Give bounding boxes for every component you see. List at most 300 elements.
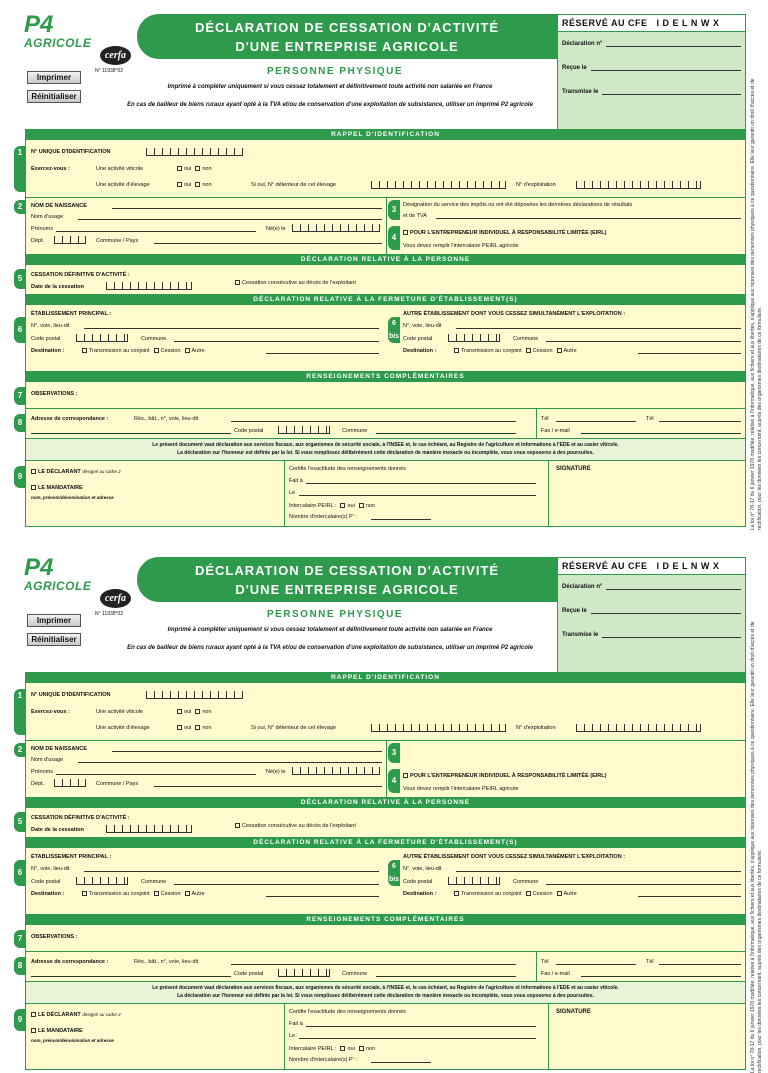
adresse-label: Adresse de correspondance :	[31, 959, 109, 965]
nombre-field[interactable]	[371, 1062, 431, 1063]
cfe-declaration-label: Déclaration n°	[562, 584, 603, 590]
bis-autre-checkbox[interactable]	[557, 891, 562, 896]
bis-cp-label: Code postal	[403, 336, 433, 342]
form-copy-1	[0, 0, 768, 530]
viticole-non-checkbox[interactable]	[195, 166, 200, 171]
logo-p4-text: P4	[24, 554, 54, 581]
bis-cession-checkbox[interactable]	[526, 348, 531, 353]
cfe-recue-row	[558, 56, 745, 80]
cfe-declaration-label: Déclaration n°	[562, 41, 603, 47]
intro-text-2: En cas de bailleur de biens ruraux ayant opté à la TVA et/ou de conservation d'une exploitation de subsistance, utiliser un imprimé P2 agricole	[127, 102, 533, 108]
cfe-recue-label: Reçue le	[562, 608, 587, 614]
cessation-date-input[interactable]	[106, 282, 192, 290]
adresse-label: Adresse de correspondance :	[31, 416, 109, 422]
cfe-transmise-row	[558, 80, 745, 104]
exploitation-label: N° d'exploitation	[516, 182, 556, 188]
nele-input[interactable]	[292, 224, 380, 232]
destination-label: Destination :	[31, 891, 65, 897]
cessation-title: CESSATION DÉFINITIVE D'ACTIVITÉ :	[31, 815, 130, 821]
bis-voie-label: N°, voie, lieu-dit	[403, 323, 442, 329]
le-field[interactable]	[299, 1038, 536, 1039]
declarant-option	[31, 469, 121, 475]
section-7	[17, 382, 745, 409]
mandataire-option	[31, 485, 83, 491]
usage-label: Nom d'usage	[31, 757, 64, 763]
form-title	[137, 14, 557, 59]
exploitation-input[interactable]	[576, 181, 701, 189]
principal-label: ÉTABLISSEMENT PRINCIPAL :	[31, 311, 112, 317]
notice-line-1: Le présent document vaut déclaration aux services fiscaux, aux organismes de sécurité sociale, à l'INSEE et, le cas échéant, au Registre de l'agriculture et informations à l'EDE et au casier viticole.	[152, 442, 619, 448]
prenoms-label: Prénoms	[31, 226, 54, 232]
section-7	[17, 925, 745, 952]
logo-agricole-text: AGRICOLE	[24, 579, 92, 593]
declarant-label: LE DÉCLARANT	[38, 469, 81, 475]
cession-checkbox[interactable]	[154, 348, 159, 353]
cession-checkbox[interactable]	[154, 891, 159, 896]
dept-label: Dépt.	[31, 781, 45, 787]
notice-line-2: La déclaration sur l'honneur est définie par la loi. Si vous remplissez délibérément cette déclaration de manière inexacte ou incomplète, vous vous exposerez à des poursuites.	[177, 993, 594, 999]
section-2-3-4	[17, 198, 745, 255]
cfe-title: RÉSERVÉ AU CFE	[562, 561, 648, 571]
fait-label: Fait à	[289, 1021, 303, 1027]
bis-cp-input[interactable]	[448, 877, 500, 885]
cfe-declaration-row	[558, 575, 745, 599]
peirl-label	[289, 503, 375, 509]
band-rappel: RAPPEL D'IDENTIFICATION	[26, 130, 745, 140]
tel-field[interactable]	[556, 421, 636, 422]
p4-logo	[24, 11, 92, 50]
section-6bis-number: 6 bis	[388, 860, 400, 886]
autre-etab-label: AUTRE ÉTABLISSEMENT DONT VOUS CESSEZ SIMULTANÉMENT L'EXPLOITATION :	[403, 311, 626, 317]
section-6	[17, 848, 745, 915]
section-3-number: 3	[388, 743, 400, 763]
declarant-sub: désigné au cadre 2	[82, 1012, 121, 1017]
detenteur-input[interactable]	[371, 181, 506, 189]
cfe-header	[558, 558, 745, 575]
intro-text-2: En cas de bailleur de biens ruraux ayant opté à la TVA et/ou de conservation d'une exploitation de subsistance, utiliser un imprimé P2 agricole	[127, 645, 533, 651]
destination-label: Destination :	[31, 348, 65, 354]
cfe-recue-label: Reçue le	[562, 65, 587, 71]
intro-text-1: Imprimé à compléter uniquement si vous cessez totalement et définitivement toute activité non salariée en France	[167, 627, 493, 633]
dept-input[interactable]	[54, 779, 86, 787]
voie-field[interactable]	[84, 871, 379, 872]
non-label: non	[202, 182, 212, 188]
separator	[284, 461, 285, 527]
logo-agricole-text: AGRICOLE	[24, 36, 92, 50]
band-personne: DÉCLARATION RELATIVE À LA PERSONNE	[26, 798, 745, 808]
fait-field[interactable]	[306, 1026, 536, 1027]
cession-label: Cession	[160, 348, 181, 354]
eirl-checkbox[interactable]	[403, 773, 408, 778]
bis-commune-field[interactable]	[546, 884, 741, 885]
commune-field[interactable]	[174, 341, 379, 342]
le-label: Le	[289, 1033, 296, 1039]
le-field[interactable]	[299, 495, 536, 496]
cfe-title: RÉSERVÉ AU CFE	[562, 18, 648, 28]
signature-label: SIGNATURE	[556, 1009, 591, 1015]
deces-checkbox[interactable]	[235, 823, 240, 828]
legal-side-text: La loi n° 78-17 du 6 janvier 1978 modifiée, relative à l'informatique, aux fichiers et aux libertés, s'applique aux réponses des personnes physiques à ce questionnaire. Elle leur garantit un droit d'accès et de rectification, pour les données les concernant, auprès des organismes destinataires de ce formulaire.	[750, 78, 763, 530]
s3-field[interactable]	[436, 218, 741, 219]
cfe-recue-field[interactable]	[591, 599, 741, 614]
deces-option	[231, 280, 356, 286]
band-fermeture: DÉCLARATION RELATIVE À LA FERMETURE D'ÉTABLISSEMENT(S)	[26, 838, 745, 848]
nele-label: Né(e) le	[266, 226, 286, 232]
notice-line-1: Le présent document vaut déclaration aux services fiscaux, aux organismes de sécurité sociale, à l'INSEE et, le cas échéant, au Registre de l'agriculture et informations à l'EDE et au casier viticole.	[152, 985, 619, 991]
logo-p4-text: P4	[24, 11, 54, 38]
non-label: non	[202, 709, 212, 715]
nombre-field[interactable]	[371, 519, 431, 520]
voie-field[interactable]	[84, 328, 379, 329]
cerfa-logo: cerfa	[100, 589, 131, 608]
voie-label: N°, voie, lieu-dit	[31, 866, 70, 872]
separator	[536, 952, 537, 982]
dept-input[interactable]	[54, 236, 86, 244]
certifie-text: Certifie l'exactitude des renseignements donnés	[289, 466, 406, 472]
bis-voie-field[interactable]	[456, 871, 741, 872]
commune-pays-field[interactable]	[154, 243, 382, 244]
commune-pays-label: Commune / Pays	[96, 238, 139, 244]
section-5	[17, 265, 745, 295]
form-subtitle: PERSONNE PHYSIQUE	[266, 66, 404, 77]
cp-input[interactable]	[76, 877, 128, 885]
bis-voie-label: N°, voie, lieu-dit	[403, 866, 442, 872]
adresse-sub: Rés., bât., n°, voie, lieu-dit	[134, 959, 199, 965]
bis-voie-field[interactable]	[456, 328, 741, 329]
section-6	[17, 305, 745, 372]
cp8-input[interactable]	[278, 969, 330, 977]
naissance-label: NOM DE NAISSANCE	[31, 746, 87, 752]
s4-title-text: POUR L'ENTREPRENEUR INDIVIDUEL À RESPONSABILITÉ LIMITÉE (EIRL)	[410, 230, 607, 236]
oui-label: oui	[347, 503, 355, 509]
separator	[548, 461, 549, 527]
bis-cp-input[interactable]	[448, 334, 500, 342]
exercez-label: Exercez-vous :	[31, 166, 70, 172]
section-1-number: 1	[14, 689, 26, 735]
section-2-number: 2	[14, 200, 26, 214]
exploitation-label: N° d'exploitation	[516, 725, 556, 731]
commune8-field[interactable]	[376, 976, 516, 977]
adresse-field[interactable]	[231, 421, 516, 422]
declarant-checkbox[interactable]	[31, 1012, 36, 1017]
cerfa-logo: cerfa	[100, 46, 131, 65]
detenteur-input[interactable]	[371, 724, 506, 732]
legal-side-text: La loi n° 78-17 du 6 janvier 1978 modifiée, relative à l'informatique, aux fichiers et aux libertés, s'applique aux réponses des personnes physiques à ce questionnaire. Elle leur garantit un droit d'accès et de rectification, pour les données les concernant, auprès des organismes destinataires de ce formulaire.	[750, 621, 763, 1073]
autre-field[interactable]	[266, 896, 379, 897]
section-6-number: 6	[14, 317, 26, 343]
peirl-label	[289, 1046, 375, 1052]
principal-label: ÉTABLISSEMENT PRINCIPAL :	[31, 854, 112, 860]
mandataire-label: LE MANDATAIRE	[38, 485, 83, 491]
commune-label: Commune	[141, 336, 167, 342]
band-fermeture: DÉCLARATION RELATIVE À LA FERMETURE D'ÉTABLISSEMENT(S)	[26, 295, 745, 305]
destination-options	[78, 348, 205, 354]
cession-label: Cession	[532, 891, 553, 897]
print-button[interactable]: Imprimer	[27, 71, 81, 84]
section-9	[17, 1004, 745, 1070]
autre-field[interactable]	[266, 353, 379, 354]
cfe-declaration-row	[558, 32, 745, 56]
title-line1: DÉCLARATION DE CESSATION D'ACTIVITÉ	[194, 20, 500, 35]
commune8-field[interactable]	[376, 433, 516, 434]
tel-field[interactable]	[556, 964, 636, 965]
band-rappel: RAPPEL D'IDENTIFICATION	[26, 673, 745, 683]
adresse-field[interactable]	[231, 964, 516, 965]
deces-checkbox[interactable]	[235, 280, 240, 285]
certifie-text: Certifie l'exactitude des renseignements donnés	[289, 1009, 406, 1015]
viticole-non-checkbox[interactable]	[195, 709, 200, 714]
s4-title	[403, 773, 606, 779]
legal-notice	[26, 439, 745, 461]
usage-field[interactable]	[78, 219, 382, 220]
s3-tva: et de TVA	[403, 213, 427, 219]
declarant-sub: désigné au cadre 2	[82, 469, 121, 474]
title-line1: DÉCLARATION DE CESSATION D'ACTIVITÉ	[194, 563, 500, 578]
uid-input[interactable]	[146, 148, 243, 156]
bis-commune-field[interactable]	[546, 341, 741, 342]
tel-label: Tél	[541, 959, 549, 965]
section-4-number: 4	[388, 226, 400, 250]
bis-destination-options	[450, 348, 577, 354]
cfe-recue-field[interactable]	[591, 56, 741, 71]
form-body	[17, 672, 746, 1070]
title-line2: D'UNE ENTREPRISE AGRICOLE	[235, 582, 459, 597]
voie-label: N°, voie, lieu-dit	[31, 323, 70, 329]
autre-label: Autre	[563, 891, 577, 897]
elevage-non-checkbox[interactable]	[195, 725, 200, 730]
cfe-transmise-label: Transmise le	[562, 632, 599, 638]
fax-field[interactable]	[581, 433, 741, 434]
section-5-number: 5	[14, 269, 26, 289]
cp-label: Code postal	[31, 336, 61, 342]
mandataire-checkbox[interactable]	[31, 1028, 36, 1033]
mandataire-sub: nom, prénom/dénomination et adresse	[31, 1038, 114, 1043]
conjoint-label: Transmission au conjoint	[89, 891, 150, 897]
conjoint-checkbox[interactable]	[82, 348, 87, 353]
exploitation-input[interactable]	[576, 724, 701, 732]
adresse-field-2[interactable]	[31, 433, 231, 434]
viticole-oui-checkbox[interactable]	[177, 166, 182, 171]
s4-sub: Vous devez remplir l'intercalaire PEIRL agricole	[403, 243, 519, 249]
observations-label: OBSERVATIONS :	[31, 934, 78, 940]
bis-destination-options	[450, 891, 577, 897]
section-7-number: 7	[14, 930, 26, 948]
commune-label: Commune	[141, 879, 167, 885]
viticole-label: Une activité viticole	[96, 709, 144, 715]
fait-field[interactable]	[306, 483, 536, 484]
deces-label: Cessation consécutive au décès de l'exploitant	[242, 280, 356, 286]
adresse-field-2[interactable]	[31, 976, 231, 977]
peirl-oui-checkbox[interactable]	[340, 503, 345, 508]
section-6-number: 6	[14, 860, 26, 886]
cessation-title: CESSATION DÉFINITIVE D'ACTIVITÉ :	[31, 272, 130, 278]
uid-label: N° UNIQUE D'IDENTIFICATION	[31, 692, 111, 698]
mandataire-label: LE MANDATAIRE	[38, 1028, 83, 1034]
reset-button[interactable]: Réinitialiser	[27, 90, 81, 103]
mandataire-sub: nom, prénom/dénomination et adresse	[31, 495, 114, 500]
section-3-number: 3	[388, 200, 400, 220]
peirl-text: Intercalaire PEIRL :	[289, 1046, 337, 1052]
non-label: non	[202, 166, 212, 172]
cp-input[interactable]	[76, 334, 128, 342]
cfe-declaration-field[interactable]	[606, 32, 741, 47]
bis-destination-label: Destination :	[403, 891, 437, 897]
non-label: non	[365, 503, 376, 509]
conjoint-checkbox[interactable]	[82, 891, 87, 896]
band-renseignements: RENSEIGNEMENTS COMPLÉMENTAIRES	[26, 915, 745, 925]
fax-label: Fax / e-mail	[541, 428, 570, 434]
cp-label: Code postal	[31, 879, 61, 885]
elevage-oui-checkbox[interactable]	[177, 182, 182, 187]
bis-autre-field[interactable]	[638, 896, 741, 897]
section-5	[17, 808, 745, 838]
separator	[386, 741, 387, 798]
nele-label: Né(e) le	[266, 769, 286, 775]
naissance-label: NOM DE NAISSANCE	[31, 203, 87, 209]
observations-label: OBSERVATIONS :	[31, 391, 78, 397]
detenteur-label: Si oui, N° détenteur de cet élevage	[251, 725, 337, 731]
le-label: Le	[289, 490, 296, 496]
dept-label: Dépt.	[31, 238, 45, 244]
nombre-label: Nombre d'intercalaire(s) P' :	[289, 1057, 357, 1063]
cfe-transmise-field[interactable]	[602, 623, 741, 638]
signature-label: SIGNATURE	[556, 466, 591, 472]
section-1	[17, 683, 745, 741]
peirl-oui-checkbox[interactable]	[340, 1046, 345, 1051]
autre-label: Autre	[563, 348, 577, 354]
cfe-header	[558, 15, 745, 32]
cfe-declaration-field[interactable]	[606, 575, 741, 590]
bis-conjoint-checkbox[interactable]	[454, 348, 459, 353]
commune-field[interactable]	[174, 884, 379, 885]
tel2-field[interactable]	[659, 964, 741, 965]
bis-cession-checkbox[interactable]	[526, 891, 531, 896]
form-subtitle: PERSONNE PHYSIQUE	[266, 609, 404, 620]
tel2-label: Tél	[646, 959, 654, 965]
naissance-field[interactable]	[112, 751, 382, 752]
print-button[interactable]: Imprimer	[27, 614, 81, 627]
bis-autre-checkbox[interactable]	[557, 348, 562, 353]
peirl-non-checkbox[interactable]	[359, 503, 364, 508]
conjoint-label: Transmission au conjoint	[89, 348, 150, 354]
separator	[386, 198, 387, 255]
cerfa-number: N° 11938*02	[95, 611, 124, 617]
mandataire-checkbox[interactable]	[31, 485, 36, 490]
cfe-reserved-box	[557, 14, 746, 130]
cfe-transmise-field[interactable]	[602, 80, 741, 95]
separator	[536, 409, 537, 439]
cerfa-number: N° 11938*02	[95, 68, 124, 74]
elevage-non-checkbox[interactable]	[195, 182, 200, 187]
section-2-number: 2	[14, 743, 26, 757]
cessation-date-label: Date de la cessation	[31, 827, 84, 833]
section-1-number: 1	[14, 146, 26, 192]
declarant-label: LE DÉCLARANT	[38, 1012, 81, 1018]
viticole-choice	[173, 166, 212, 172]
detenteur-label: Si oui, N° détenteur de cet élevage	[251, 182, 337, 188]
cessation-date-input[interactable]	[106, 825, 192, 833]
autre-checkbox[interactable]	[185, 891, 190, 896]
tel-label: Tél	[541, 416, 549, 422]
conjoint-label: Transmission au conjoint	[461, 348, 522, 354]
declarant-option	[31, 1012, 121, 1018]
oui-label: oui	[184, 725, 192, 731]
prenoms-label: Prénoms	[31, 769, 54, 775]
section-8-number: 8	[14, 414, 26, 432]
cession-label: Cession	[160, 891, 181, 897]
p4-logo	[24, 554, 92, 593]
oui-label: oui	[184, 166, 192, 172]
bis-commune-label: Commune	[513, 336, 539, 342]
autre-checkbox[interactable]	[185, 348, 190, 353]
autre-etab-label: AUTRE ÉTABLISSEMENT DONT VOUS CESSEZ SIMULTANÉMENT L'EXPLOITATION :	[403, 854, 626, 860]
fait-label: Fait à	[289, 478, 303, 484]
viticole-oui-checkbox[interactable]	[177, 709, 182, 714]
deces-label: Cessation consécutive au décès de l'exploitant	[242, 823, 356, 829]
naissance-field[interactable]	[112, 208, 382, 209]
conjoint-label: Transmission au conjoint	[461, 891, 522, 897]
prenoms-field[interactable]	[56, 774, 256, 775]
viticole-choice	[173, 709, 212, 715]
bis-conjoint-checkbox[interactable]	[454, 891, 459, 896]
oui-label: oui	[184, 182, 192, 188]
notice-line-2: La déclaration sur l'honneur est définie par la loi. Si vous remplissez délibérément cette déclaration de manière inexacte ou incomplète, vous vous exposerez à des poursuites.	[177, 450, 594, 456]
elevage-oui-checkbox[interactable]	[177, 725, 182, 730]
cp8-input[interactable]	[278, 426, 330, 434]
declarant-checkbox[interactable]	[31, 469, 36, 474]
section-1	[17, 140, 745, 198]
cfe-codes: I D E L N W X	[656, 561, 720, 571]
band-personne: DÉCLARATION RELATIVE À LA PERSONNE	[26, 255, 745, 265]
band-renseignements: RENSEIGNEMENTS COMPLÉMENTAIRES	[26, 372, 745, 382]
cfe-transmise-label: Transmise le	[562, 89, 599, 95]
tel2-field[interactable]	[659, 421, 741, 422]
separator	[284, 1004, 285, 1070]
autre-label: Autre	[191, 348, 205, 354]
form-copy-2	[0, 543, 768, 1073]
autre-label: Autre	[191, 891, 205, 897]
usage-field[interactable]	[78, 762, 382, 763]
section-9	[17, 461, 745, 527]
peirl-non-checkbox[interactable]	[359, 1046, 364, 1051]
nele-input[interactable]	[292, 767, 380, 775]
commune8-label: Commune	[342, 971, 368, 977]
cession-label: Cession	[532, 348, 553, 354]
fax-field[interactable]	[581, 976, 741, 977]
commune-pays-field[interactable]	[154, 786, 382, 787]
bis-autre-field[interactable]	[638, 353, 741, 354]
cessation-date-label: Date de la cessation	[31, 284, 84, 290]
section-8	[17, 952, 745, 982]
bis-cp-label: Code postal	[403, 879, 433, 885]
prenoms-field[interactable]	[56, 231, 256, 232]
cfe-codes: I D E L N W X	[656, 18, 720, 28]
peirl-text: Intercalaire PEIRL :	[289, 503, 337, 509]
uid-input[interactable]	[146, 691, 243, 699]
s4-sub: Vous devez remplir l'intercalaire PEIRL agricole	[403, 786, 519, 792]
cfe-recue-row	[558, 599, 745, 623]
cp8-label: Code postal	[234, 428, 264, 434]
title-line2: D'UNE ENTREPRISE AGRICOLE	[235, 39, 459, 54]
eirl-checkbox[interactable]	[403, 230, 408, 235]
oui-label: oui	[347, 1046, 355, 1052]
reset-button[interactable]: Réinitialiser	[27, 633, 81, 646]
destination-options	[78, 891, 205, 897]
fax-label: Fax / e-mail	[541, 971, 570, 977]
exercez-label: Exercez-vous :	[31, 709, 70, 715]
non-label: non	[202, 725, 212, 731]
cp8-label: Code postal	[234, 971, 264, 977]
